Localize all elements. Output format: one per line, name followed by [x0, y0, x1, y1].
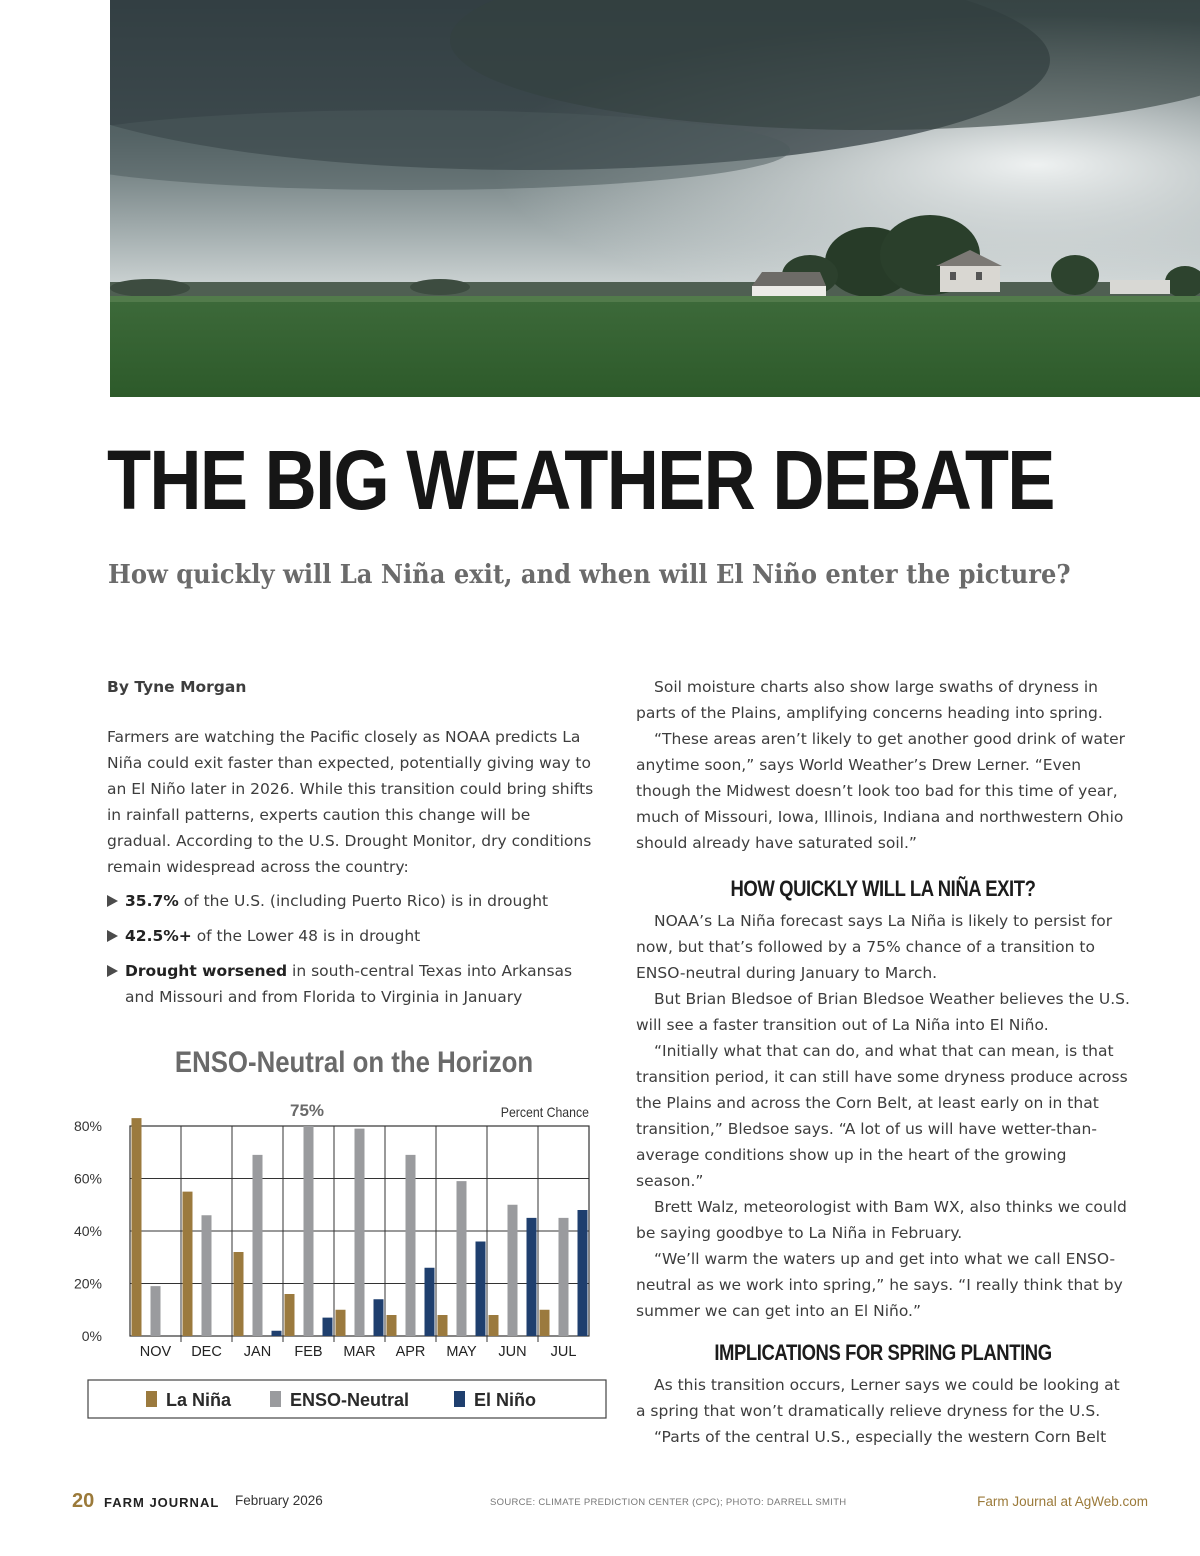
- y-tick-label: 20%: [73, 1275, 102, 1292]
- right-column: [636, 674, 1130, 1450]
- bar-la-ni-a-jul: [540, 1310, 550, 1336]
- bar-la-ni-a-nov: [132, 1118, 142, 1336]
- bar-el-ni-o-feb: [323, 1318, 333, 1336]
- enso-chart: [60, 1040, 620, 1430]
- bar-enso-neutral-mar: [355, 1129, 365, 1336]
- bar-el-ni-o-jun: [527, 1218, 537, 1336]
- paragraph: As this transition occurs, Lerner says we could be looking at a spring that won’t dramatically relieve dryness for the U.S.: [636, 1376, 1120, 1420]
- x-tick-label: JUN: [498, 1344, 527, 1360]
- enso-bar-chart: [60, 1040, 620, 1430]
- bullet-text: in south-central Texas into Arkansas and Missouri and from Florida to Virginia in January: [125, 962, 573, 1006]
- drought-bullet-list: [107, 888, 597, 1010]
- bar-enso-neutral-jul: [559, 1218, 569, 1336]
- bar-la-ni-a-mar: [336, 1310, 346, 1336]
- triangle-bullet-icon: [107, 965, 118, 977]
- bullet-bold: 35.7%: [125, 892, 179, 910]
- issue-date: February 2026: [235, 1493, 323, 1508]
- y-tick-label: 60%: [73, 1170, 102, 1187]
- paragraph: Soil moisture charts also show large swaths of dryness in parts of the Plains, amplifying concerns heading into spring.: [636, 678, 1103, 722]
- bar-la-ni-a-jun: [489, 1315, 499, 1336]
- left-column: [107, 674, 597, 1019]
- page-footer: [0, 1488, 1200, 1518]
- chart-annotation: 75%: [289, 1101, 325, 1120]
- bar-el-ni-o-jul: [578, 1210, 588, 1336]
- x-tick-label: JUL: [550, 1344, 577, 1360]
- bar-enso-neutral-jan: [253, 1155, 263, 1336]
- x-tick-label: MAY: [446, 1344, 477, 1360]
- paragraph: “Initially what that can do, and what that can mean, is that transition period, it can still have some dryness produce across the Plains and across the Corn Belt, at least early on in that transition,” Bledsoe says. “A lot of us will have wetter-than-average conditions show up in the heart of the growing season.”: [636, 1042, 1128, 1190]
- bullet-text: of the Lower 48 is in drought: [191, 927, 421, 945]
- legend-label: ENSO-Neutral: [290, 1390, 410, 1410]
- hero-photo: [110, 0, 1200, 397]
- article-headline: THE BIG WEATHER DEBATE: [107, 433, 1054, 527]
- source-credit: SOURCE: CLIMATE PREDICTION CENTER (CPC); PHOTO: DARRELL SMITH: [490, 1497, 847, 1508]
- byline: By Tyne Morgan: [107, 678, 247, 696]
- bar-enso-neutral-may: [457, 1181, 467, 1336]
- bar-la-ni-a-dec: [183, 1192, 193, 1336]
- paragraph: NOAA’s La Niña forecast says La Niña is likely to persist for now, but that’s followed by a 75% chance of a transition to ENSO-neutral during January to March.: [636, 912, 1113, 982]
- article-subhead: How quickly will La Niña exit, and when will El Niño enter the picture?: [108, 560, 1071, 590]
- paragraph: “We’ll warm the waters up and get into what we call ENSO-neutral as we work into spring,” he says. “I really think that by summer we can get into an El Niño.”: [636, 1250, 1123, 1320]
- paragraph: “Parts of the central U.S., especially the western Corn Belt: [654, 1428, 1107, 1446]
- x-tick-label: DEC: [191, 1344, 222, 1360]
- bullet-item: [107, 923, 597, 949]
- y-tick-label: 40%: [73, 1223, 102, 1239]
- legend-swatch: [270, 1391, 281, 1407]
- legend-swatch: [146, 1391, 157, 1407]
- y-tick-label: 80%: [73, 1118, 102, 1134]
- triangle-bullet-icon: [107, 930, 118, 942]
- website-link[interactable]: Farm Journal at AgWeb.com: [977, 1494, 1148, 1509]
- bar-enso-neutral-nov: [151, 1286, 161, 1336]
- bullet-text: of the U.S. (including Puerto Rico) is in drought: [178, 892, 549, 910]
- intro-paragraph: Farmers are watching the Pacific closely as NOAA predicts La Niña could exit faster than expected, potentially giving way to an El Niño later in 2026. While this transition could bring shifts in rainfall patterns, experts caution this change will be gradual. According to the U.S. Drought Monitor, dry conditions remain widespread across the country:: [107, 728, 594, 876]
- bullet-item: [107, 888, 597, 914]
- storm-field-illustration: [110, 0, 1200, 397]
- bar-la-ni-a-feb: [285, 1294, 295, 1336]
- bar-el-ni-o-may: [476, 1242, 486, 1337]
- legend-swatch: [454, 1391, 465, 1407]
- bar-la-ni-a-apr: [387, 1315, 397, 1336]
- bar-el-ni-o-apr: [425, 1268, 435, 1336]
- bar-enso-neutral-jun: [508, 1205, 518, 1336]
- magazine-brand: FARM JOURNAL: [104, 1495, 220, 1510]
- bar-el-ni-o-jan: [272, 1331, 282, 1336]
- paragraph: Brett Walz, meteorologist with Bam WX, also thinks we could be saying goodbye to La Niña in February.: [636, 1198, 1127, 1242]
- bar-enso-neutral-feb: [304, 1126, 314, 1336]
- legend-label: El Niño: [474, 1390, 536, 1410]
- x-tick-label: JAN: [243, 1344, 272, 1360]
- legend-label: La Niña: [166, 1390, 232, 1410]
- bar-el-ni-o-mar: [374, 1299, 384, 1336]
- bar-la-ni-a-jan: [234, 1252, 244, 1336]
- chart-ylabel: Percent Chance: [500, 1104, 589, 1121]
- bullet-bold: 42.5%+: [125, 927, 192, 945]
- section-heading: IMPLICATIONS FOR SPRING PLANTING: [714, 1340, 1052, 1365]
- bullet-item: [107, 958, 597, 1010]
- bar-la-ni-a-may: [438, 1315, 448, 1336]
- section-heading: HOW QUICKLY WILL LA NIÑA EXIT?: [730, 876, 1036, 901]
- bar-enso-neutral-dec: [202, 1215, 212, 1336]
- x-tick-label: MAR: [343, 1344, 376, 1360]
- x-tick-label: NOV: [139, 1344, 172, 1360]
- bar-enso-neutral-apr: [406, 1155, 416, 1336]
- x-tick-label: FEB: [294, 1344, 323, 1360]
- page-number: 20: [72, 1490, 95, 1512]
- x-tick-label: APR: [395, 1344, 426, 1360]
- y-tick-label: 0%: [81, 1328, 102, 1344]
- paragraph: “These areas aren’t likely to get another good drink of water anytime soon,” says World Weather’s Drew Lerner. “Even though the Midwest doesn’t look too bad for this time of year, much of Missouri, Iowa, Illinois, Indiana and northwestern Ohio should already have saturated soil.”: [636, 730, 1126, 852]
- bullet-bold: Drought worsened: [125, 962, 288, 980]
- paragraph: But Brian Bledsoe of Brian Bledsoe Weather believes the U.S. will see a faster transition out of La Niña into El Niño.: [636, 990, 1130, 1034]
- chart-title: ENSO-Neutral on the Horizon: [174, 1045, 534, 1079]
- triangle-bullet-icon: [107, 895, 118, 907]
